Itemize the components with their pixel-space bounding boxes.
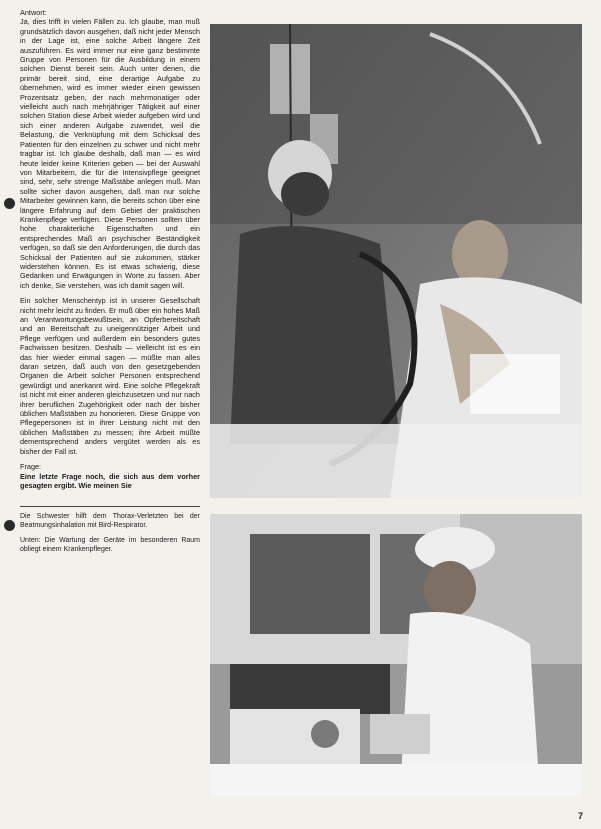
article-paragraph-1: Ja, dies trifft in vielen Fällen zu. Ich glaube, man muß grundsätzlich davon ausgehen, daß nicht jeder Mensch in der Lage ist, eine solche Arbeit längere Zeit auszuführen. Es wird immer nur eine ganz bestimmte Gruppe von Personen für die Ausbildung in einem solchen Dienst bereit sein. Auch unter denen, die primär bereit sind, eine derartige Aufgabe zu übernehmen, wird es immer wieder einen gewissen Prozentsatz geben, der nach mehrmonatiger oder vielleicht auch nach mehrjähriger Tätigkeit auf einer solchen Station diese Arbeit wieder aufgeben wird und sich einer anderen Aufgabe zuwendet, weil die Belastung, die Verknüpfung mit dem Schicksal des Patienten für den einzelnen zu schwer und nicht mehr tragbar ist. Ich glaube deshalb, daß man — es wird heute leider keine Kriterien geben — bei der Auswahl von Mitarbeitern, die für die Intensivpflege geeignet sind, sehr, sehr strenge Maßstäbe anlegen muß. Man sollte sicher davon ausgehen, daß man nur solche Mitarbeiter gewinnen kann, die bereits schon über eine längere Erfahrung auf dem Gebiet der praktischen Krankenpflege verfügen. Diese Personen sollten über hohe charakterliche Eigenschaften und ein entsprechendes Maß an psychischer Beständigkeit verfügen, so daß sie den Anforderungen, die durch das Schicksal der Patienten auf sie zukommen, stärker widerstehen können. Es ist etwas schwierig, diese Gedanken und Erwägungen in Worte zu fassen. Aber ich denke, Sie verstehen, was ich damit sagen will. [20,17,200,290]
question-label: Frage: [20,462,42,472]
question-text: Eine letzte Frage noch, die sich aus dem vorher gesagten ergibt. Wie meinen Sie [20,471,200,490]
caption-top-photo: Die Schwester hilft dem Thorax-Verletzten bei der Beatmungsinhalation mit Bird-Respirator. [20,513,200,530]
caption-bottom-photo: Unten: Die Wartung der Geräte im besonderen Raum obliegt einem Krankenpfleger. [20,536,200,553]
article-column [20,8,200,561]
answer-label: Antwort: [20,8,47,17]
article-paragraph-2: Ein solcher Menschentyp ist in unserer Gesellschaft nicht mehr leicht zu finden. Er muß über ein hohes Maß an Verantwortungsbewußtsein, an Opferbereitschaft und an Bereitschaft zu uneigennütziger Arbeit und Pflege verfügen und außerdem ein besonders gutes Fachwissen besitzen. Deshalb — vielleicht ist es ein das hier wieder einmal sagen — müßte man alles daran setzen, daß auch von den gesetzgebenden Organen die Arbeit solcher Personen entsprechend gewürdigt und anerkannt wird. Eine solche Pflegekraft ist nicht mit einer anderen gleichzusetzen und nur nach ihrer beruflichen Zugehörigkeit oder nach der bisher üblichen Maßstäben zu honorieren. Diese Gruppe von Pflegepersonen ist in ihrer Leistung nicht mit den üblichen Maßstäben zu messen; ihre Arbeit müßte dementsprechend anders vergütet werden als es bisher der Fall ist. [20,296,200,456]
photo-nurse-patient-image [210,24,582,498]
photo-nurse-equipment [210,514,582,796]
photo-nurse-patient [210,24,582,498]
binder-hole-bottom [4,520,15,531]
page-number: 7 [577,811,583,821]
caption-divider [20,506,200,507]
binder-hole-top [4,198,15,209]
photo-nurse-equipment-image [210,514,582,796]
